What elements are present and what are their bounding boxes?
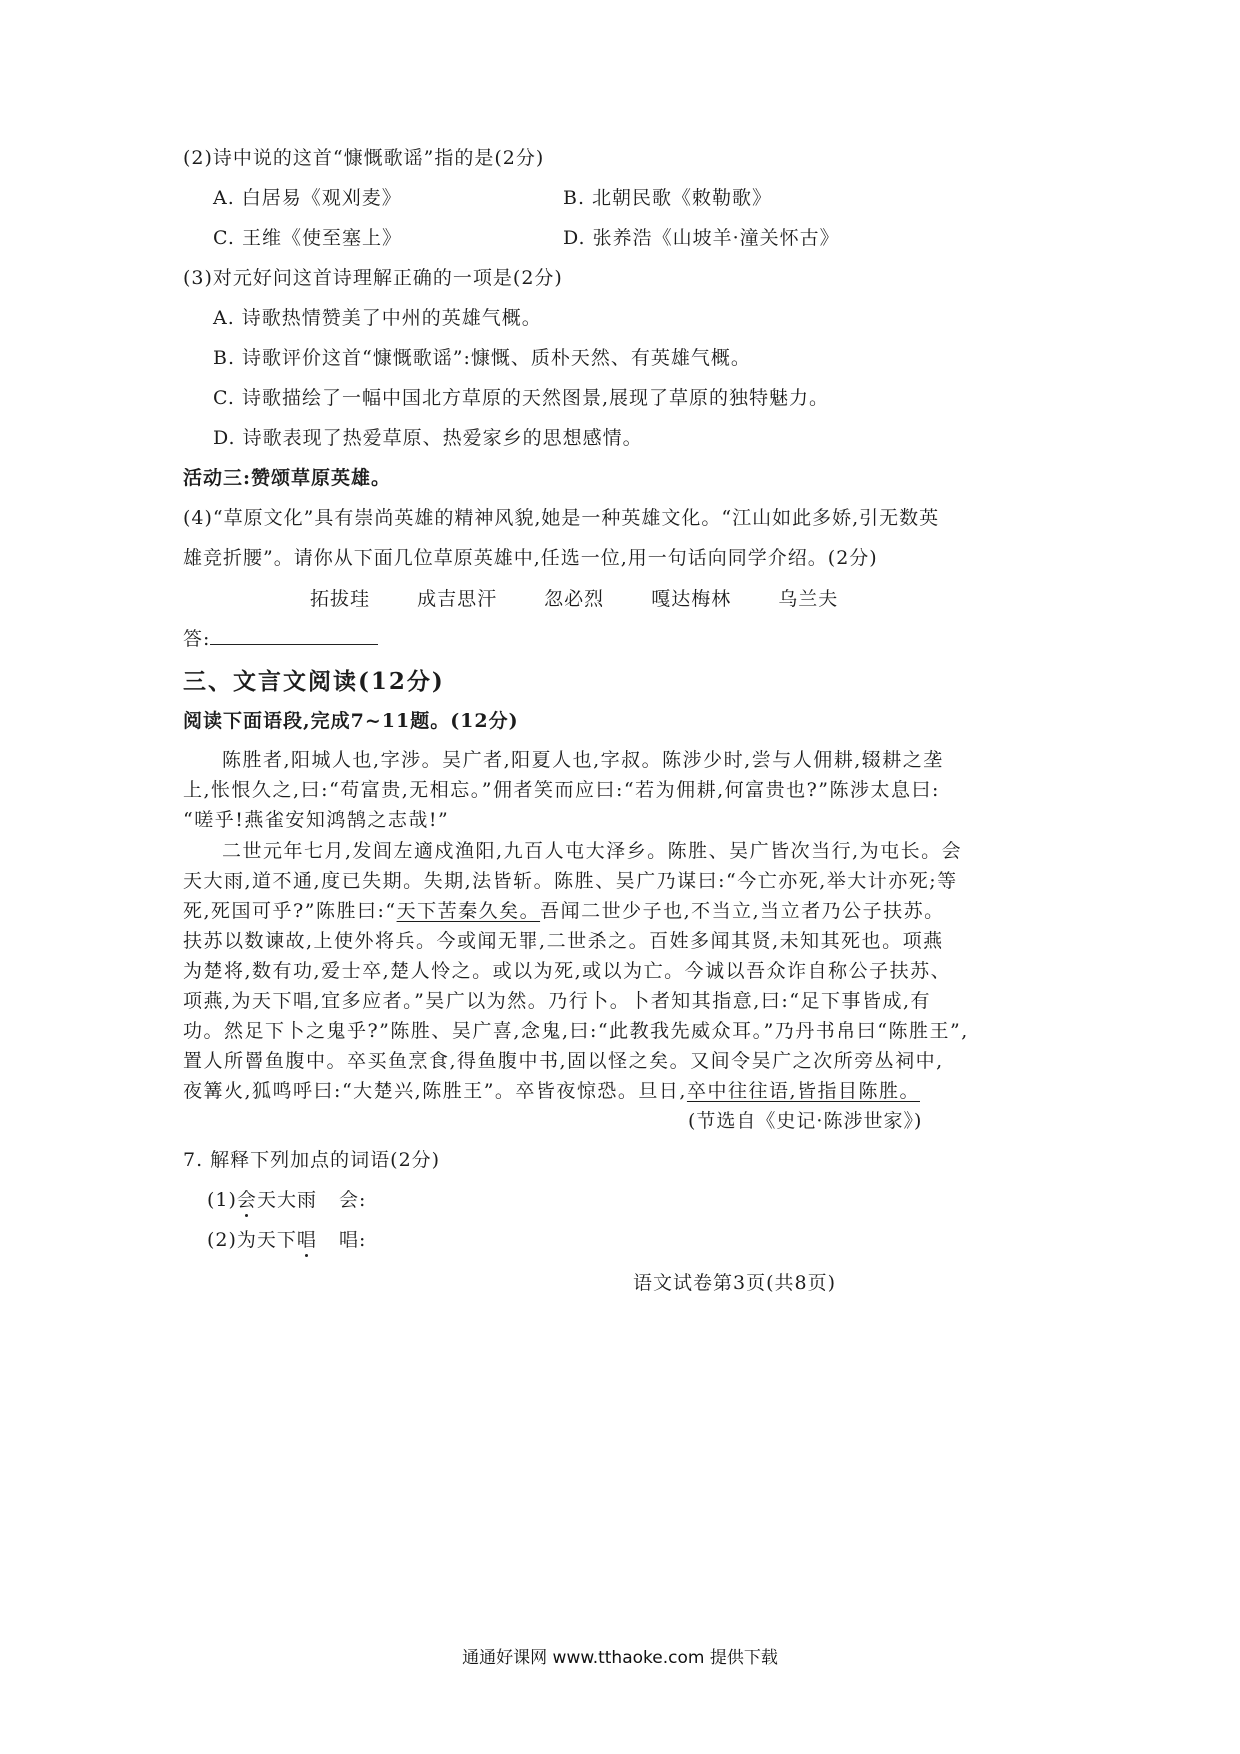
passage-p2-line7: 功。然足下卜之鬼乎?”陈胜、吴广喜,念鬼,曰:“此教我先威众耳。”乃丹书帛曰“陈胜王”, xyxy=(183,1020,969,1042)
hero-option: 嘎达梅林 xyxy=(651,588,732,610)
passage-p2-line4: 扶苏以数谏故,上使外将兵。今或闻无罪,二世杀之。百姓多闻其贤,未知其死也。项燕 xyxy=(183,930,944,952)
q3-option-d: D. 诗歌表现了热爱草原、热爱家乡的思想感情。 xyxy=(213,427,643,449)
item-text: 天大雨 xyxy=(256,1189,317,1211)
question-4-line1: (4)“草原文化”具有崇尚英雄的精神风貌,她是一种英雄文化。“江山如此多娇,引无数英 xyxy=(183,507,940,529)
item-number: (1) xyxy=(207,1189,237,1211)
q2-option-b: B. 北朝民歌《敕勒歌》 xyxy=(563,187,773,209)
answer-row xyxy=(183,624,378,651)
page-number: 语文试卷第3页(共8页) xyxy=(633,1272,837,1294)
passage-text: 死,死国可乎?”陈胜曰:“ xyxy=(183,900,397,922)
passage-p2-line1: 二世元年七月,发闾左適戍渔阳,九百人屯大泽乡。陈胜、吴广皆次当行,为屯长。会 xyxy=(222,840,963,862)
passage-p2-line9 xyxy=(183,1076,920,1103)
q2-option-d: D. 张养浩《山坡羊·潼关怀古》 xyxy=(563,227,840,249)
q7-item-2 xyxy=(207,1225,366,1252)
site-watermark: 通通好课网 www.tthaoke.com 提供下载 xyxy=(462,1648,778,1668)
q2-option-c: C. 王维《使至塞上》 xyxy=(213,227,402,249)
passage-p1-line3: “嗟乎!燕雀安知鸿鹄之志哉!” xyxy=(183,809,450,831)
q3-option-b: B. 诗歌评价这首“慷慨歌谣”:慷慨、质朴天然、有英雄气概。 xyxy=(213,347,751,369)
answer-blank[interactable] xyxy=(210,626,378,645)
answer-label: 答: xyxy=(183,628,211,650)
underlined-sentence-2: 卒中往往语,皆指目陈胜。 xyxy=(686,1080,920,1102)
q7-item-1 xyxy=(207,1185,366,1212)
passage-p2-line5: 为楚将,数有功,爱士卒,楚人怜之。或以为死,或以为亡。今诚以吾众诈自称公子扶苏、 xyxy=(183,960,952,982)
passage-source: (节选自《史记·陈涉世家》) xyxy=(688,1110,923,1132)
item-answer-label: 会: xyxy=(338,1189,367,1211)
passage-p2-line3 xyxy=(183,896,945,923)
dotted-word: 唱 xyxy=(296,1229,317,1251)
hero-list xyxy=(310,584,878,611)
passage-p1-line2: 上,怅恨久之,曰:“苟富贵,无相忘。”佣者笑而应曰:“若为佣耕,何富贵也?”陈涉太息曰: xyxy=(183,779,940,801)
section-3-title: 三、文言文阅读(12分) xyxy=(183,668,445,695)
passage-p2-line6: 项燕,为天下唱,宜多应者。”吴广以为然。乃行卜。卜者知其指意,曰:“足下事皆成,有 xyxy=(183,990,931,1012)
q2-option-a: A. 白居易《观刈麦》 xyxy=(213,187,402,209)
passage-p1-line1: 陈胜者,阳城人也,字涉。吴广者,阳夏人也,字叔。陈涉少时,尝与人佣耕,辍耕之垄 xyxy=(222,749,944,771)
section-3-instruction: 阅读下面语段,完成7~11题。(12分) xyxy=(183,710,519,732)
question-7-stem: 7. 解释下列加点的词语(2分) xyxy=(183,1149,441,1171)
passage-text: 吾闻二世少子也,不当立,当立者乃公子扶苏。 xyxy=(540,900,945,922)
hero-option: 拓拔珪 xyxy=(310,588,371,610)
activity-3-heading: 活动三:赞颂草原英雄。 xyxy=(183,467,392,489)
question-4-line2: 雄竞折腰”。请你从下面几位草原英雄中,任选一位,用一句话向同学介绍。(2分) xyxy=(183,547,878,569)
passage-p2-line2: 天大雨,道不通,度已失期。失期,法皆斩。陈胜、吴广乃谋曰:“今亡亦死,举大计亦死;等 xyxy=(183,870,958,892)
q3-option-c: C. 诗歌描绘了一幅中国北方草原的天然图景,展现了草原的独特魅力。 xyxy=(213,387,829,409)
underlined-sentence-1: 天下苦秦久矣。 xyxy=(396,900,541,922)
question-2-stem: (2)诗中说的这首“慷慨歌谣”指的是(2分) xyxy=(183,147,545,169)
question-3-stem: (3)对元好问这首诗理解正确的一项是(2分) xyxy=(183,267,563,289)
q3-option-a: A. 诗歌热情赞美了中州的英雄气概。 xyxy=(213,307,542,329)
passage-p2-line8: 置人所罾鱼腹中。卒买鱼烹食,得鱼腹中书,固以怪之矣。又间令吴广之次所旁丛祠中, xyxy=(183,1050,944,1072)
item-text: (2)为天下 xyxy=(207,1229,297,1251)
hero-option: 成吉思汗 xyxy=(417,588,498,610)
hero-option: 忽必烈 xyxy=(544,588,605,610)
dotted-word: 会 xyxy=(236,1189,257,1211)
hero-option: 乌兰夫 xyxy=(778,588,839,610)
passage-text: 夜篝火,狐鸣呼曰:“大楚兴,陈胜王”。卒皆夜惊恐。旦日, xyxy=(183,1080,687,1102)
item-answer-label: 唱: xyxy=(338,1229,367,1251)
